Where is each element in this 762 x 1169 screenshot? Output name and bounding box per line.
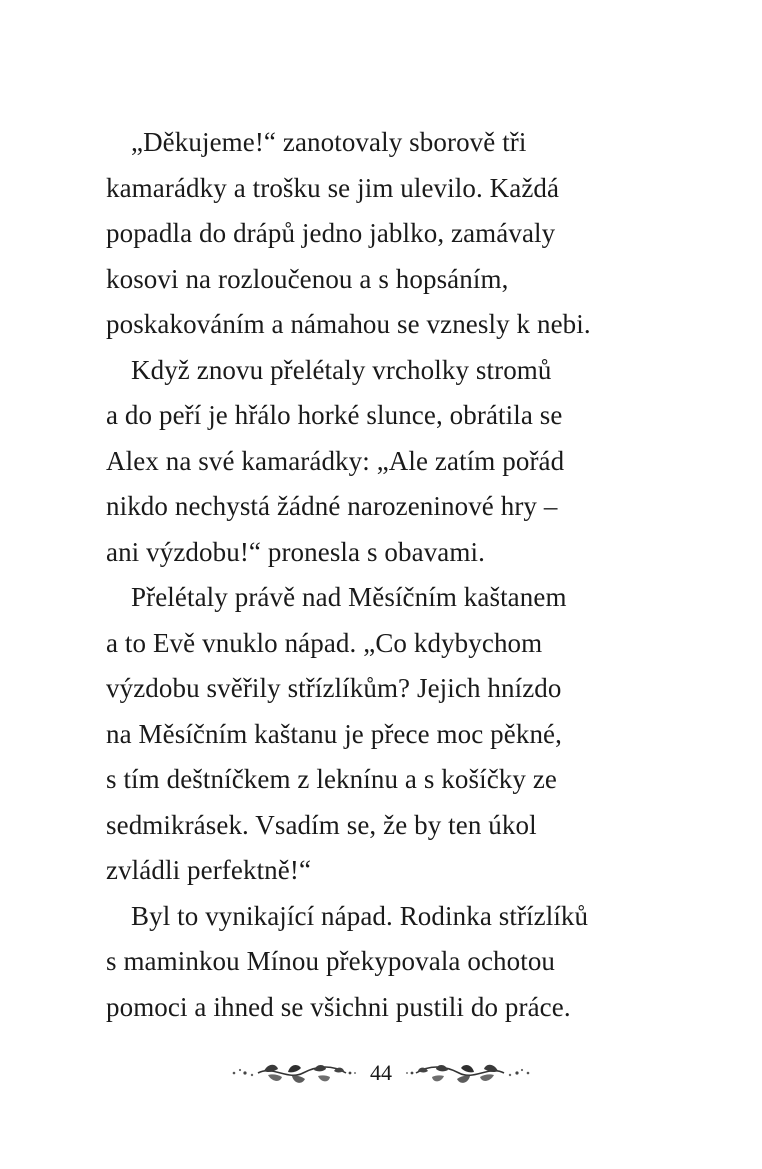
text-line: poskakováním a námahou se vznesly k nebi. bbox=[106, 309, 591, 339]
text-line: sedmikrásek. Vsadím se, že by ten úkol bbox=[106, 809, 537, 840]
page-footer bbox=[0, 1051, 762, 1095]
paragraph-4 bbox=[106, 894, 666, 1031]
text-line: popadla do drápů jedno jablko, zamávaly bbox=[106, 218, 556, 248]
text-line: Byl to vynikající nápad. Rodinka střízlíků bbox=[131, 900, 589, 931]
paragraph-1 bbox=[106, 120, 666, 348]
text-line: s maminkou Mínou překypovala ochotou bbox=[106, 946, 556, 976]
text-line: a to Evě vnuklo nápad. „Co kdybychom bbox=[106, 627, 543, 658]
text-line: Když znovu přelétaly vrcholky stromů bbox=[131, 354, 552, 385]
page-body bbox=[106, 120, 666, 1030]
text-line: kosovi na rozloučenou a s hopsáním, bbox=[106, 263, 509, 294]
paragraph-3 bbox=[106, 575, 666, 894]
text-line: s tím deštníčkem z leknínu a s košíčky ze bbox=[106, 764, 557, 794]
text-line: nikdo nechystá žádné narozeninové hry – bbox=[106, 491, 558, 521]
text-line: kamarádky a trošku se jim ulevilo. Každá bbox=[106, 172, 560, 203]
page-number: 44 bbox=[370, 1060, 392, 1085]
text-line: „Děkujeme!“ zanotovaly sborově tři bbox=[131, 127, 527, 157]
text-line: výzdobu svěřily střízlíkům? Jejich hnízdo bbox=[106, 673, 562, 703]
leaf-vine-ornament-icon bbox=[228, 1055, 358, 1091]
text-line: ani výzdobu!“ pronesla s obavami. bbox=[106, 536, 485, 567]
text-line: zvládli perfektně!“ bbox=[106, 855, 312, 885]
text-line: pomoci a ihned se všichni pustili do práce. bbox=[106, 991, 571, 1022]
text-line: Alex na své kamarádky: „Ale zatím pořád bbox=[106, 445, 565, 476]
paragraph-2 bbox=[106, 348, 666, 576]
text-line: Přelétaly právě nad Měsíčním kaštanem bbox=[131, 582, 567, 612]
text-line: na Měsíčním kaštanu je přece moc pěkné, bbox=[106, 718, 562, 749]
leaf-vine-ornament-icon bbox=[404, 1055, 534, 1091]
text-line: a do peří je hřálo horké slunce, obrátila se bbox=[106, 400, 563, 430]
